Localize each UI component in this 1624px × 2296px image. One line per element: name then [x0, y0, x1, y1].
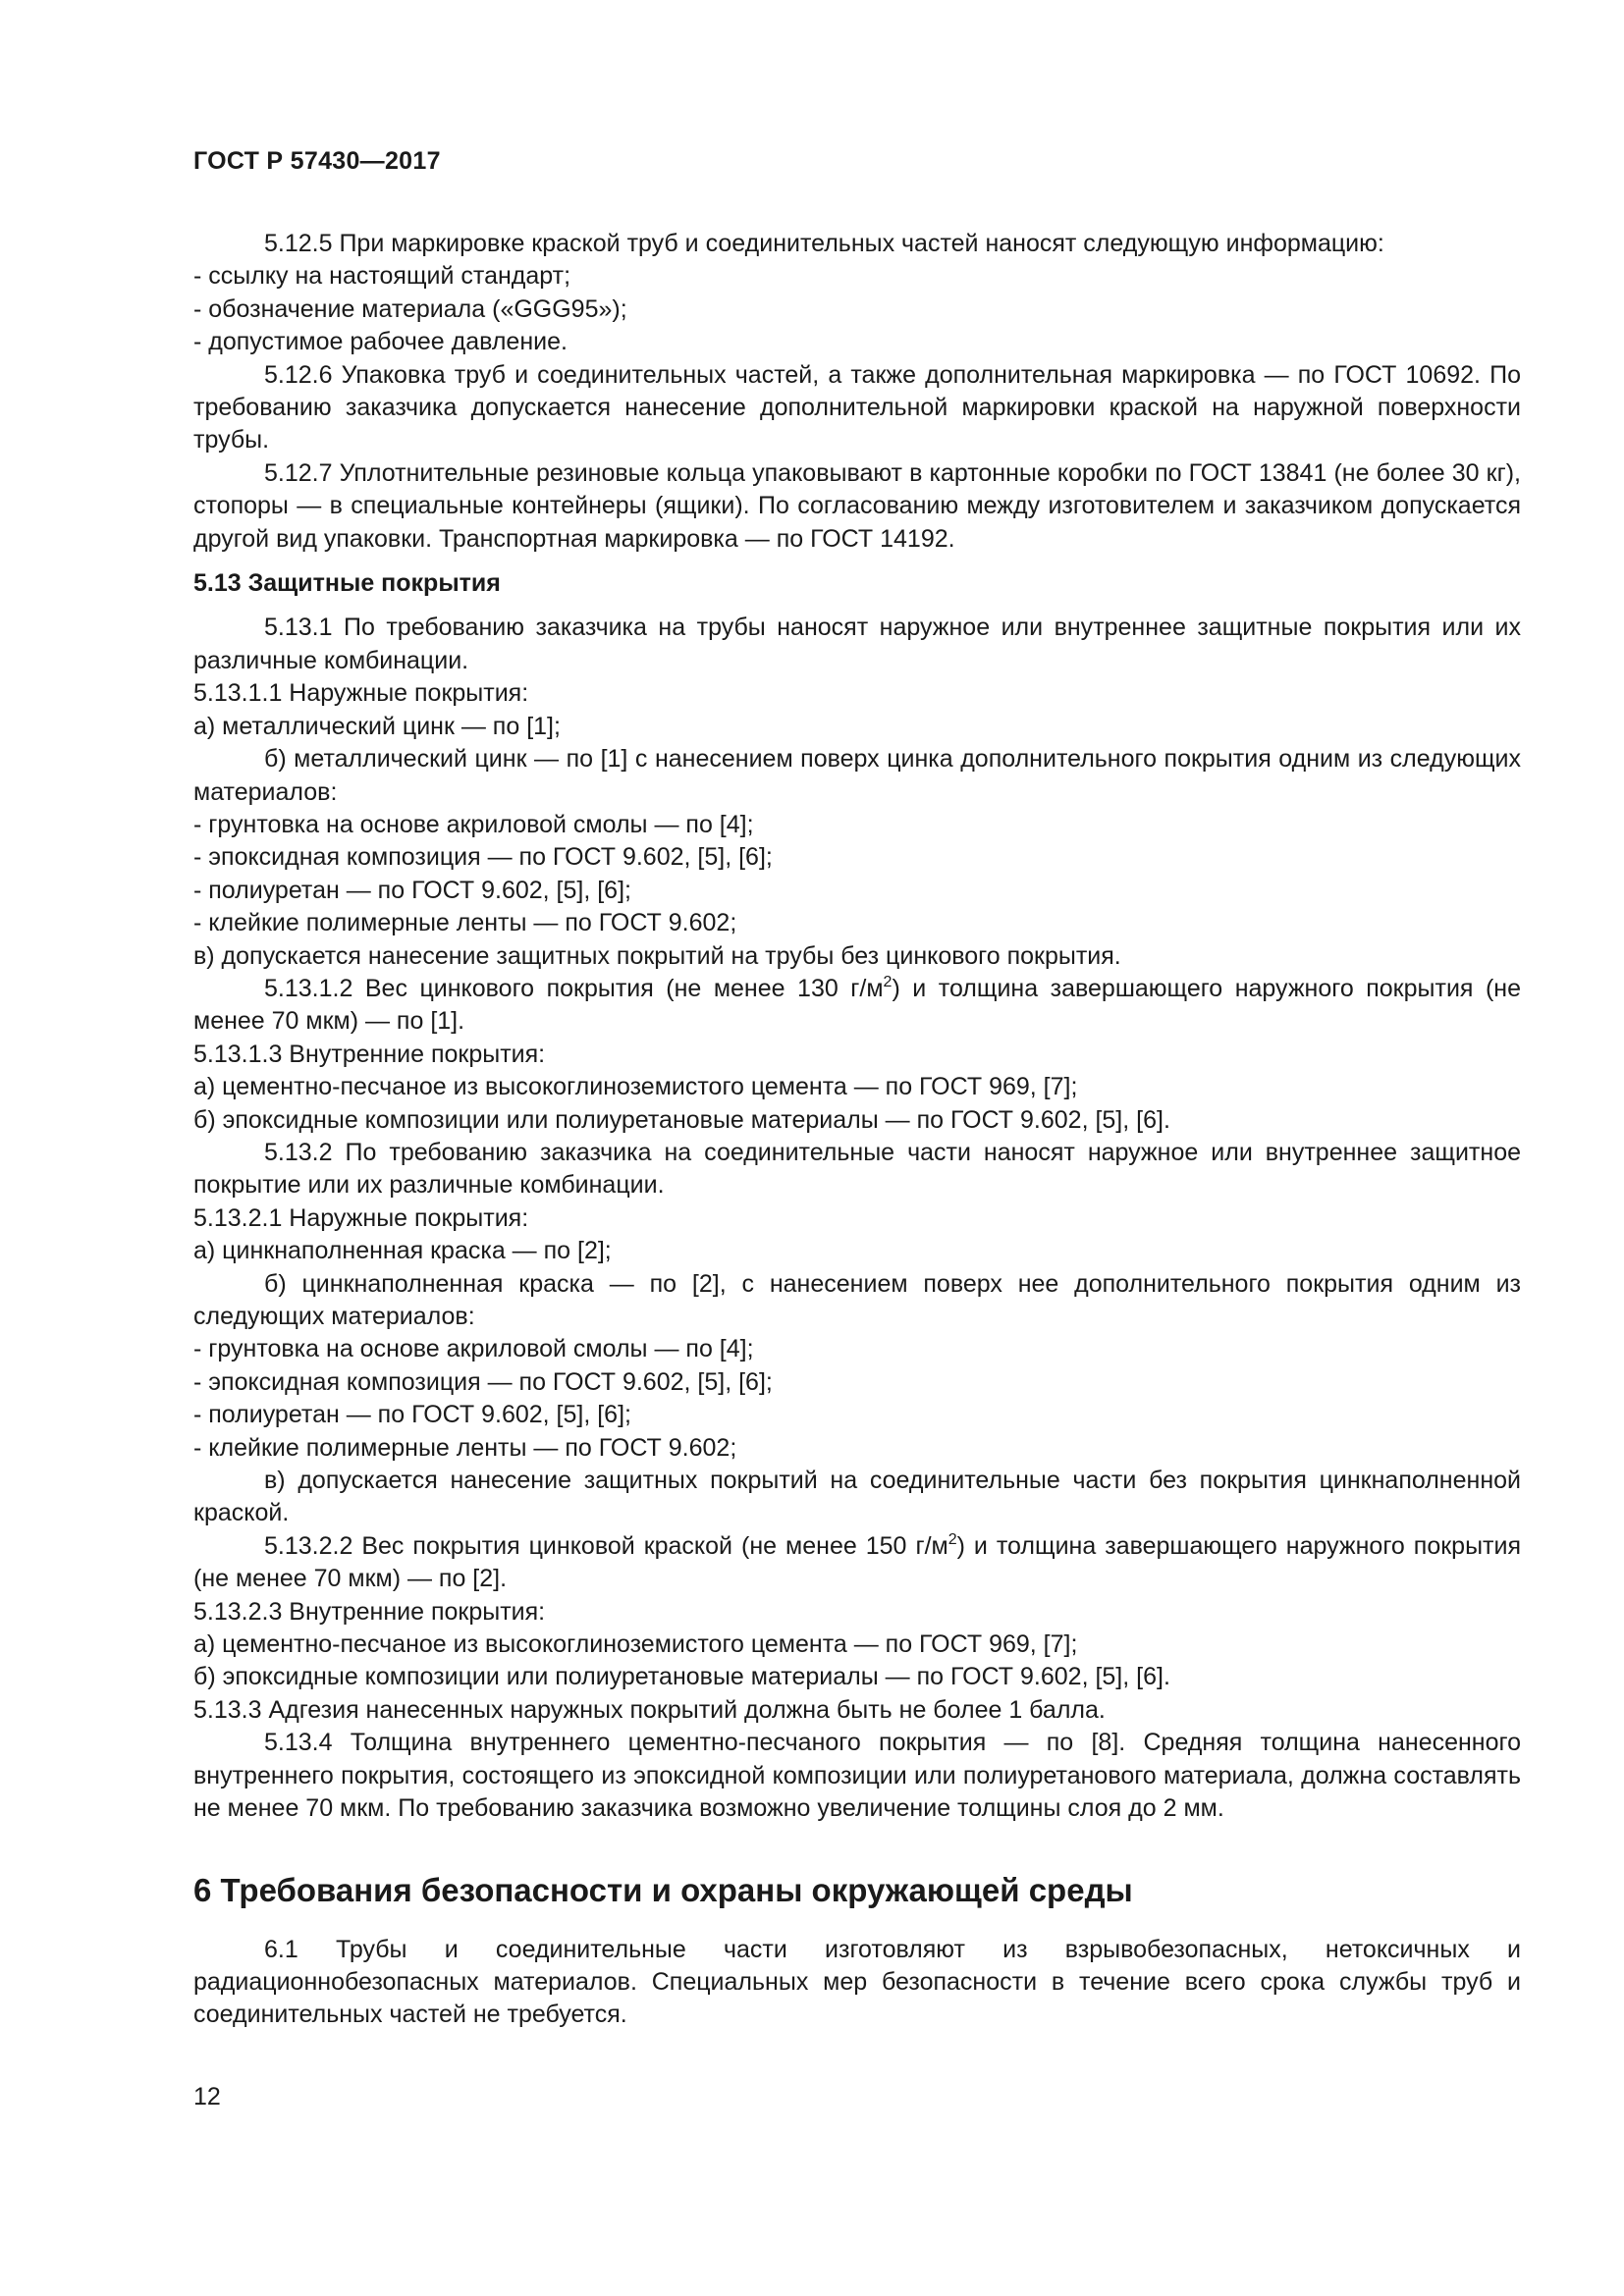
- list-line: 5.13.2.1 Наружные покрытия:: [193, 1203, 529, 1232]
- chapter-heading: 6 Требования безопасности и охраны окружающей среды: [193, 1871, 1133, 1908]
- sub-list-item: - эпоксидная композиция — по ГОСТ 9.602, [5], [6];: [193, 1367, 773, 1396]
- paragraph: 5.13.2 По требованию заказчика на соединительные части наносят наружное или внутреннее защитное покрытие или их различные комбинации.: [193, 1138, 1521, 1200]
- text-run: ) и толщина завершающего наружного покрытия (не менее 70 мкм) — по [1].: [193, 974, 1521, 1036]
- list-line: - допустимое рабочее давление.: [193, 328, 568, 356]
- list-line: а) цементно-песчаное из высокоглиноземистого цемента — по ГОСТ 969, [7];: [193, 1630, 1078, 1659]
- sub-list-item: - клейкие полимерные ленты — по ГОСТ 9.602;: [193, 1433, 737, 1462]
- paragraph: в) допускается нанесение защитных покрытий на соединительные части без покрытия цинкнаполненной краской.: [193, 1467, 1521, 1527]
- document-body: [193, 228, 1521, 2032]
- paragraph: 5.12.5 При маркировке краской труб и соединительных частей наносят следующую информацию:: [264, 230, 1384, 257]
- list-line: а) металлический цинк — по [1];: [193, 712, 561, 740]
- document-header: ГОСТ Р 57430—2017: [193, 147, 441, 175]
- page-number: 12: [193, 2083, 221, 2110]
- list-line: 5.13.2.3 Внутренние покрытия:: [193, 1597, 546, 1626]
- superscript: 2: [947, 1530, 957, 1548]
- paragraph: 5.13.4 Толщина внутреннего цементно-песчаного покрытия — по [8]. Средняя толщина нанесенного внутреннего покрытия, состоящего из эпоксидной композиции или полиуретанового материала, должна составлять не менее 70 мкм. По требованию заказчика возможно увеличение толщины слоя до 2 мм.: [193, 1729, 1521, 1823]
- sub-list-item: - полиуретан — по ГОСТ 9.602, [5], [6];: [193, 1401, 631, 1429]
- list-line: в) допускается нанесение защитных покрытий на трубы без цинкового покрытия.: [193, 941, 1121, 970]
- paragraph: [193, 1530, 1521, 1596]
- paragraph: б) цинкнаполненная краска — по [2], с нанесением поверх нее дополнительного покрытия одним из следующих материалов:: [193, 1269, 1521, 1330]
- superscript: 2: [883, 973, 893, 990]
- text-run: 5.13.2.2 Вес покрытия цинковой краской (не менее 150 г/м: [264, 1531, 948, 1560]
- sub-list-item: - полиуретан — по ГОСТ 9.602, [5], [6];: [193, 876, 631, 904]
- sub-list-item: - грунтовка на основе акриловой смолы — по [4];: [193, 810, 754, 838]
- list-line: - обозначение материала («GGG95»);: [193, 294, 627, 323]
- text-run: 5.13.1.2 Вес цинкового покрытия (не менее 130 г/м: [264, 974, 884, 1002]
- paragraph: 5.12.6 Упаковка труб и соединительных частей, а также дополнительная маркировка — по ГОСТ 10692. По требованию заказчика допускается нанесение дополнительной маркировки краской на наружной поверхности трубы.: [193, 360, 1521, 454]
- sub-list-item: - клейкие полимерные ленты — по ГОСТ 9.602;: [193, 909, 737, 937]
- list-line: а) цементно-песчаное из высокоглиноземистого цемента — по ГОСТ 969, [7];: [193, 1073, 1078, 1101]
- paragraph: б) металлический цинк — по [1] с нанесением поверх цинка дополнительного покрытия одним из следующих материалов:: [193, 745, 1521, 806]
- paragraph: 5.13.1 По требованию заказчика на трубы наносят наружное или внутреннее защитные покрытия или их различные комбинации.: [193, 614, 1521, 674]
- list-line: 5.13.1.3 Внутренние покрытия:: [193, 1040, 546, 1068]
- list-line: 5.13.3 Адгезия нанесенных наружных покрытий должна быть не более 1 балла.: [193, 1695, 1106, 1724]
- paragraph: 5.12.7 Уплотнительные резиновые кольца упаковывают в картонные коробки по ГОСТ 13841 (не более 30 кг), стопоры — в специальные контейнеры (ящики). По согласованию между изготовителем и заказчиком допускается другой вид упаковки. Транспортная маркировка — по ГОСТ 14192.: [193, 458, 1521, 553]
- sub-list-item: - грунтовка на основе акриловой смолы — по [4];: [193, 1335, 754, 1363]
- list-line: 5.13.1.1 Наружные покрытия:: [193, 679, 529, 708]
- paragraph: 6.1 Трубы и соединительные части изготовляют из взрывобезопасных, нетоксичных и радиационнобезопасных материалов. Специальных мер безопасности в течение всего срока службы труб и соединительных частей не требуется.: [193, 1935, 1521, 2029]
- text-run: ) и толщина завершающего наружного покрытия (не менее 70 мкм) — по [2].: [193, 1531, 1521, 1593]
- section-heading: 5.13 Защитные покрытия: [193, 569, 501, 598]
- list-line: б) эпоксидные композиции или полиуретановые материалы — по ГОСТ 9.602, [5], [6].: [193, 1663, 1170, 1691]
- list-line: - ссылку на настоящий стандарт;: [193, 262, 571, 291]
- list-line: б) эпоксидные композиции или полиуретановые материалы — по ГОСТ 9.602, [5], [6].: [193, 1105, 1170, 1134]
- list-line: а) цинкнаполненная краска — по [2];: [193, 1237, 612, 1265]
- sub-list-item: - эпоксидная композиция — по ГОСТ 9.602, [5], [6];: [193, 843, 773, 872]
- paragraph: [193, 973, 1521, 1039]
